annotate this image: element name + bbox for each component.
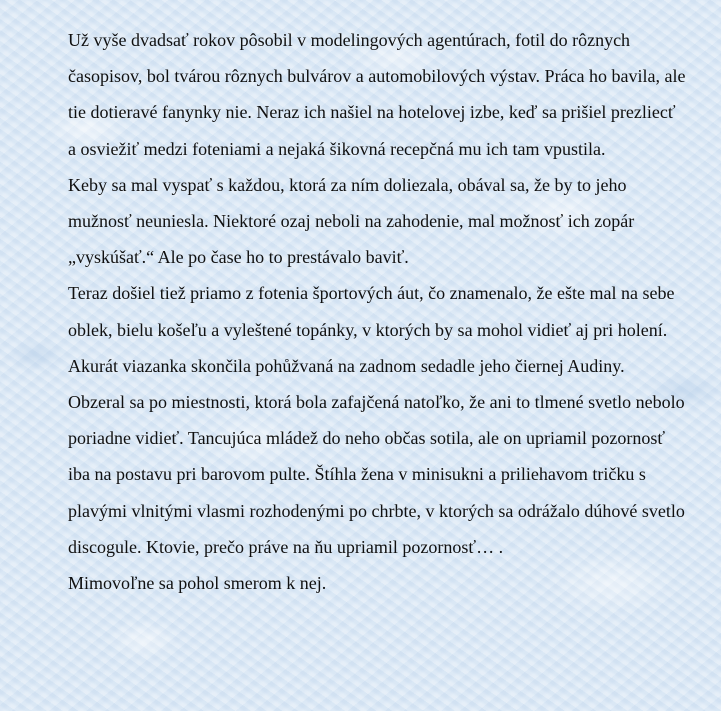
paragraph-1: Už vyše dvadsať rokov pôsobil v modelingových agentúrach, fotil do rôznych časopisov, bol tvárou rôznych bulvárov a automobilových výstav. Práca ho bavila, ale tie dotieravé fanynky nie. Neraz ich našiel na hotelovej izbe, keď sa prišiel prezliecť a osviežiť medzi foteniami a nejaká šikovná recepčná mu ich tam vpustila. <box>68 30 686 159</box>
paragraph-2: Keby sa mal vyspať s každou, ktorá za ním doliezala, obával sa, že by to jeho mužnosť neuniesla. Niektoré ozaj neboli na zahodenie, mal možnosť ich zopár „vyskúšať.“ Ale po čase ho to prestávalo baviť. <box>68 174 635 268</box>
paragraph-3: Teraz došiel tiež priamo z fotenia športových áut, čo znamenalo, že ešte mal na sebe oblek, bielu košeľu a vyleštené topánky, v ktorých by sa mohol vidieť aj pri holení. Akurát viazanka skončila pohůžvaná na zadnom sedadle jeho čiernej Audiny. <box>68 283 675 376</box>
story-text <box>68 22 688 601</box>
paragraph-4: Obzeral sa po miestnosti, ktorá bola zafajčená natoľko, že ani to tlmené svetlo nebolo poriadne vidieť. Tancujúca mládež do neho občas sotila, ale on upriamil pozornosť iba na postavu pri barovom pulte. Štíhla žena v minisukni a priliehavom tričku s plavými vlnitými vlasmi rozhodenými po chrbte, v ktorých sa odrážalo dúhové svetlo discogule. Ktovie, prečo práve na ňu upriamil pozornosť… . <box>68 392 685 557</box>
paragraph-5: Mimovoľne sa pohol smerom k nej. <box>68 573 327 594</box>
